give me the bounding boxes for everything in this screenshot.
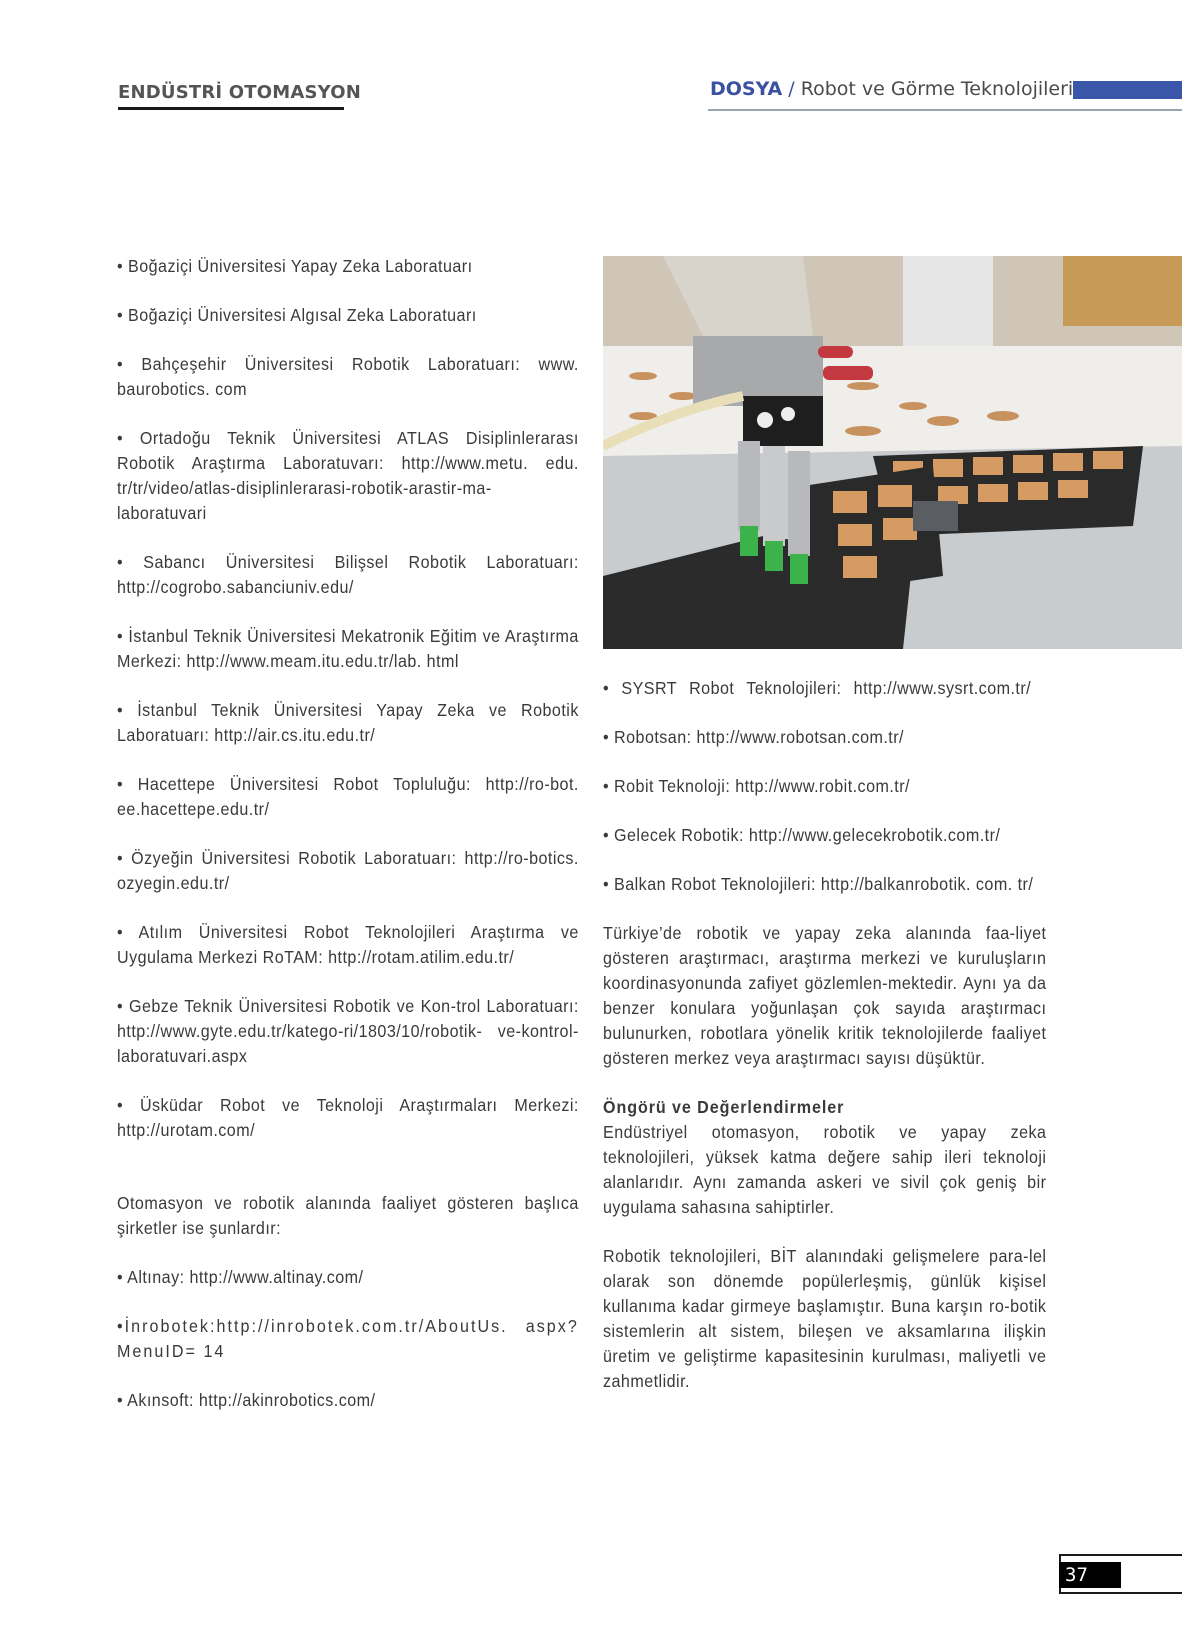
companies-intro: Otomasyon ve robotik alanında faaliyet gösteren başlıca şirketler ise şunlardır: bbox=[117, 1193, 579, 1238]
body-paragraph: Endüstriyel otomasyon, robotik ve yapay zeka teknolojileri, yüksek katma değere sahip ileri teknoloji alanlarıdır. Aynı zamanda askeri ve sivil çok geniş bir uygulama sahasına sahiptirler. bbox=[603, 1122, 1047, 1217]
dossier-separator: / bbox=[782, 78, 801, 100]
company-list-item: • Gelecek Robotik: http://www.gelecekrobotik.com.tr/ bbox=[603, 825, 1001, 845]
lab-list-item: • İstanbul Teknik Üniversitesi Mekatronik Eğitim ve Araştırma Merkezi: http://www.meam.itu.edu.tr/lab. html bbox=[117, 626, 579, 671]
lab-list-item: • Üsküdar Robot ve Teknoloji Araştırmaları Merkezi: http://urotam.com/ bbox=[117, 1095, 579, 1140]
section-title-underline bbox=[118, 107, 344, 110]
lab-list-item: • Gebze Teknik Üniversitesi Robotik ve Kon-trol Laboratuarı: http://www.gyte.edu.tr/katego-ri/1803/10/robotik- ve-kontrol-laboratuvari.aspx bbox=[117, 996, 579, 1066]
lab-list-item: • Boğaziçi Üniversitesi Yapay Zeka Laboratuarı bbox=[117, 256, 473, 276]
dossier-topic: Robot ve Görme Teknolojileri bbox=[800, 78, 1074, 100]
robot-production-photo bbox=[603, 256, 1182, 649]
body-paragraph: Robotik teknolojileri, BİT alanındaki gelişmelere para-lel olarak son dönemde popülerleşmiş, günlük kişisel kullanıma kadar girmeye başlamıştır. Buna karşın ro-botik sistemlerin alt sistem, bileşen ve aksamlarına ilişkin üretim ve geliştirme kapasitesinin kurulması, maliyetli ve zahmetlidir. bbox=[603, 1246, 1047, 1391]
company-list-item: •İnrobotek:http://inrobotek.com.tr/AboutUs. aspx?MenuID= 14 bbox=[117, 1316, 579, 1361]
lab-list-item: • İstanbul Teknik Üniversitesi Yapay Zeka ve Robotik Laboratuarı: http://air.cs.itu.edu.tr/ bbox=[117, 700, 579, 745]
subheading: Öngörü ve Değerlendirmeler bbox=[603, 1097, 845, 1117]
page-number: 37 bbox=[1059, 1562, 1121, 1588]
lab-list-item: • Boğaziçi Üniversitesi Algısal Zeka Laboratuarı bbox=[117, 305, 477, 325]
lab-list-item: • Özyeğin Üniversitesi Robotik Laboratuarı: http://ro-botics. ozyegin.edu.tr/ bbox=[117, 848, 579, 893]
company-list-item: • SYSRT Robot Teknolojileri: http://www.sysrt.com.tr/ bbox=[603, 678, 1032, 698]
section-title: ENDÜSTRİ OTOMASYON bbox=[118, 82, 362, 103]
header-accent-bar bbox=[1073, 81, 1182, 99]
body-paragraph: Türkiye’de robotik ve yapay zeka alanında faa-liyet gösteren araştırmacı, araştırma merkezi ve kuruluşların koordinasyonunda zafiyet gözlemlen-mektedir. Aynı ya da benzer konulara yoğunlaşan çok sayıda araştırmacı bulunurken, robotlara yönelik kritik teknolojilerde faaliyet gösteren merkez veya araştırmacı sayısı düşüktür. bbox=[603, 923, 1047, 1068]
lab-list-item: • Sabancı Üniversitesi Bilişsel Robotik Laboratuarı: http://cogrobo.sabanciuniv.edu/ bbox=[117, 552, 579, 597]
company-list-item: • Robit Teknoloji: http://www.robit.com.tr/ bbox=[603, 776, 910, 796]
lab-list-item: • Ortadoğu Teknik Üniversitesi ATLAS Disiplinlerarası Robotik Araştırma Laboratuvarı: http://www.metu. edu. tr/tr/video/atlas-disiplinlerarasi-robotik-arastir-ma-laboratuvari bbox=[117, 428, 579, 523]
company-list-item: • Balkan Robot Teknolojileri: http://balkanrobotik. com. tr/ bbox=[603, 874, 1034, 894]
left-column bbox=[117, 254, 579, 1437]
lab-list-item: • Hacettepe Üniversitesi Robot Topluluğu: http://ro-bot. ee.hacettepe.edu.tr/ bbox=[117, 774, 579, 819]
header-rule bbox=[708, 109, 1182, 111]
lab-list-item: • Bahçeşehir Üniversitesi Robotik Laboratuarı: www. baurobotics. com bbox=[117, 354, 579, 399]
company-list-item: • Akınsoft: http://akinrobotics.com/ bbox=[117, 1390, 376, 1410]
company-list-item: • Robotsan: http://www.robotsan.com.tr/ bbox=[603, 727, 904, 747]
dossier-label: DOSYA bbox=[710, 78, 783, 100]
lab-list-item: • Atılım Üniversitesi Robot Teknolojileri Araştırma ve Uygulama Merkezi RoTAM: http://rotam.atilim.edu.tr/ bbox=[117, 922, 579, 967]
robot-arm-illustration bbox=[603, 256, 1182, 649]
right-column bbox=[603, 676, 1046, 1418]
dossier-header bbox=[710, 78, 1073, 100]
company-list-item: • Altınay: http://www.altinay.com/ bbox=[117, 1267, 364, 1287]
